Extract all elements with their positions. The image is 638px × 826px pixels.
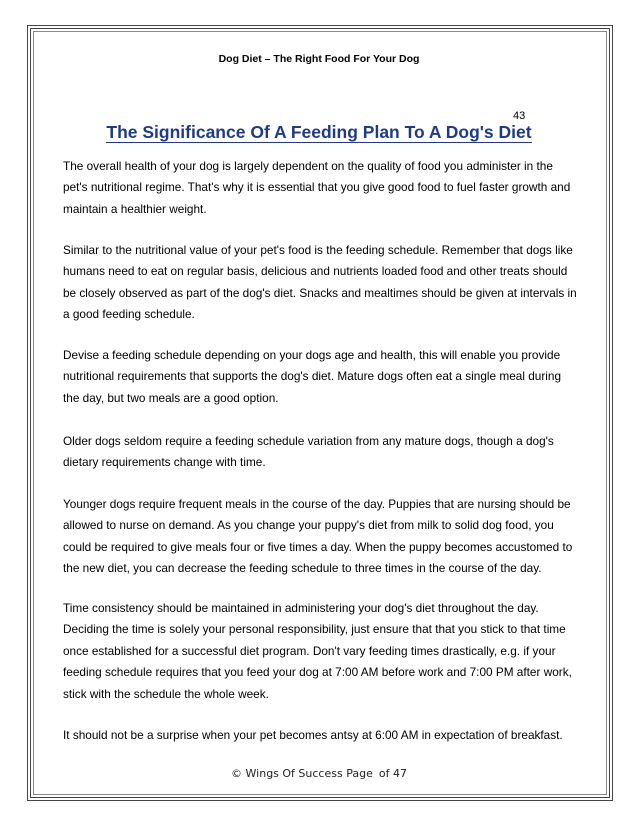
paragraph-6: Time consistency should be maintained in administering your dog's diet throughout the day. Deciding the time is solely your personal responsibility, just ensure that that you stick to that time once established for a successful diet program. Don't vary feeding times drastically, e.g. if your feeding schedule requires that you feed your dog at 7:00 AM before work and 7:00 PM after work, stick with the schedule the whole week.: [63, 601, 572, 701]
section-title-text: The Significance Of A Feeding Plan To A Dog's Diet: [106, 122, 532, 142]
paragraph-3: Devise a feeding schedule depending on your dogs age and health, this will enable you provide nutritional requirements that supports the dog's diet. Mature dogs often eat a single meal during the day, but two meals are a good option.: [63, 348, 562, 405]
paragraph-4: Older dogs seldom require a feeding schedule variation from any mature dogs, though a dog's dietary requirements change with time.: [63, 434, 554, 470]
paragraph-2: Similar to the nutritional value of your pet's food is the feeding schedule. Remember that dogs like humans need to eat on regular basis, delicious and nutrients loaded food and other treats should be closely observed as part of the dog's diet. Snacks and mealtimes should be given at intervals in a good feeding schedule.: [63, 243, 577, 322]
paragraph-1: The overall health of your dog is largely dependent on the quality of food you administer in the pet's nutritional regime. That's why it is essential that you give good food to fuel faster growth and maintain a healthier weight.: [63, 159, 571, 216]
paragraph-5: Younger dogs require frequent meals in the course of the day. Puppies that are nursing should be allowed to nurse on demand. As you change your puppy's diet from milk to solid dog food, you could be required to give meals four or five times a day. When the puppy becomes accustomed to the new diet, you can decrease the feeding schedule to three times in the course of the day.: [63, 497, 573, 576]
paragraph-7: It should not be a surprise when your pet becomes antsy at 6:00 AM in expectation of breakfast.: [63, 728, 563, 742]
running-header: Dog Diet – The Right Food For Your Dog: [218, 53, 420, 65]
page-footer: [0, 767, 638, 780]
page-number: 43: [513, 110, 526, 122]
footer-page-total: of 47: [378, 767, 407, 780]
footer-copyright: © Wings Of Success Page: [231, 767, 373, 780]
section-title: [0, 122, 638, 143]
